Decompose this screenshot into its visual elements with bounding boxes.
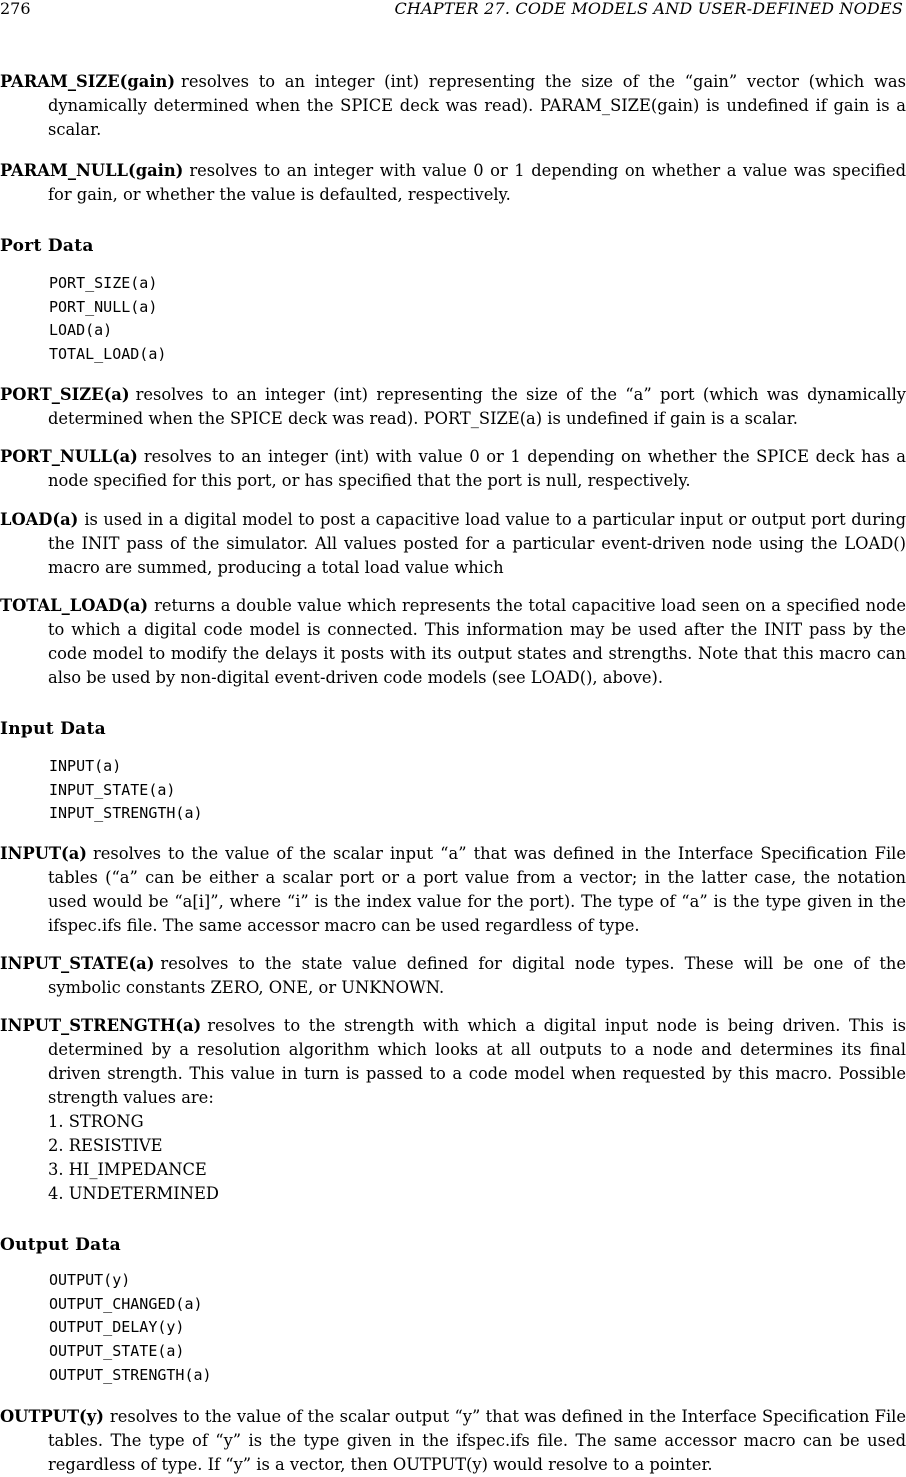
code-line: INPUT_STRENGTH(a) — [49, 804, 203, 823]
param-entry-null — [0, 159, 906, 207]
entry-text: resolves to the strength with which a digital input node is being driven. This is determined by a resolution algorithm which looks at all outputs to a node and determines its final driven strength. This value in turn is passed to a code model when requested by this macro. Possible strength values are: — [48, 1016, 906, 1107]
port-entry-size — [0, 383, 906, 431]
port-entry-total-load — [0, 594, 906, 690]
output-entry-output — [0, 1405, 906, 1477]
entry-term: INPUT(a) — [0, 844, 88, 863]
entry-text: returns a double value which represents the total capacitive load seen on a specified node to which a digital code model is connected. This information may be used after the INIT pass by the code model to modify the delays it posts with its output states and strengths. Note that this macro can also be used by non-digital event-driven code models (see LOAD(), above). — [48, 596, 906, 687]
code-line: TOTAL_LOAD(a) — [49, 345, 167, 364]
section-heading-port-data: Port Data — [0, 236, 94, 256]
input-entry-state — [0, 952, 906, 1000]
input-entry-strength — [0, 1014, 906, 1110]
strength-values-list — [0, 1110, 906, 1206]
entry-text: resolves to the value of the scalar output “y” that was defined in the Interface Specification File tables. The type of “y” is the type given in the ifspec.ifs file. The same accessor macro can be used regardless of type. If “y” is a vector, then OUTPUT(y) would resolve to a pointer. — [48, 1407, 906, 1474]
running-header — [0, 0, 906, 20]
code-line: LOAD(a) — [49, 321, 113, 340]
input-entry-input — [0, 842, 906, 938]
code-line: OUTPUT_STRENGTH(a) — [49, 1365, 212, 1384]
code-line: OUTPUT_STATE(a) — [49, 1342, 185, 1361]
entry-term: PARAM_NULL(gain) — [0, 161, 184, 180]
entry-term: INPUT_STRENGTH(a) — [0, 1016, 202, 1035]
entry-term: PORT_NULL(a) — [0, 447, 138, 466]
code-line: OUTPUT_CHANGED(a) — [49, 1294, 203, 1313]
port-entry-load — [0, 508, 906, 580]
code-line: PORT_NULL(a) — [49, 297, 158, 316]
code-line: OUTPUT(y) — [49, 1271, 131, 1289]
entry-text: resolves to an integer with value 0 or 1 depending on whether a value was specified for gain, or whether the value is defaulted, respectively. — [48, 161, 906, 204]
param-entry-size — [0, 70, 906, 142]
output-code-list — [0, 1269, 906, 1387]
entry-term: INPUT_STATE(a) — [0, 954, 155, 973]
entry-term: OUTPUT(y) — [0, 1407, 104, 1426]
entry-text: resolves to an integer (int) with value 0 or 1 depending on whether the SPICE deck has a node specified for this port, or has specified that the port is null, respectively. — [48, 447, 906, 490]
code-line: OUTPUT_DELAY(y) — [49, 1318, 185, 1337]
list-item: 1. STRONG — [48, 1112, 144, 1131]
section-heading-input-data: Input Data — [0, 719, 106, 739]
entry-text: resolves to an integer (int) representing the size of the “a” port (which was dynamically determined when the SPICE deck was read). PORT_SIZE(a) is undefined if gain is a scalar. — [48, 385, 906, 428]
page-number: 276 — [0, 0, 31, 18]
list-item: 4. UNDETERMINED — [48, 1184, 219, 1203]
entry-term: LOAD(a) — [0, 510, 79, 529]
list-item: 2. RESISTIVE — [48, 1136, 163, 1155]
entry-text: resolves to the value of the scalar input “a” that was defined in the Interface Specification File tables (“a” can be either a scalar port or a port value from a vector; in the latter case, the notation used would be “a[i]”, where “i” is the index value for the port). The type of “a” is the type given in the ifspec.ifs file. The same accessor macro can be used regardless of type. — [48, 844, 906, 935]
code-line: INPUT(a) — [49, 757, 122, 775]
entry-term: PORT_SIZE(a) — [0, 385, 130, 404]
code-line: PORT_SIZE(a) — [49, 274, 158, 292]
chapter-title: CHAPTER 27. CODE MODELS AND USER-DEFINED NODES — [394, 0, 903, 18]
section-heading-output-data: Output Data — [0, 1235, 121, 1255]
port-code-list — [0, 272, 906, 367]
entry-text: resolves to the state value defined for digital node types. These will be one of the symbolic constants ZERO, ONE, or UNKNOWN. — [48, 954, 906, 997]
code-line: INPUT_STATE(a) — [49, 780, 176, 799]
port-entry-null — [0, 445, 906, 493]
entry-term: TOTAL_LOAD(a) — [0, 596, 149, 615]
entry-term: PARAM_SIZE(gain) — [0, 72, 176, 91]
input-code-list — [0, 755, 906, 826]
entry-text: resolves to an integer (int) representing the size of the “gain” vector (which was dynamically determined when the SPICE deck was read). PARAM_SIZE(gain) is undefined if gain is a scalar. — [48, 72, 906, 139]
list-item: 3. HI_IMPEDANCE — [48, 1160, 207, 1179]
entry-text: is used in a digital model to post a capacitive load value to a particular input or output port during the INIT pass of the simulator. All values posted for a particular event-driven node using the LOAD() macro are summed, producing a total load value which — [48, 510, 906, 577]
